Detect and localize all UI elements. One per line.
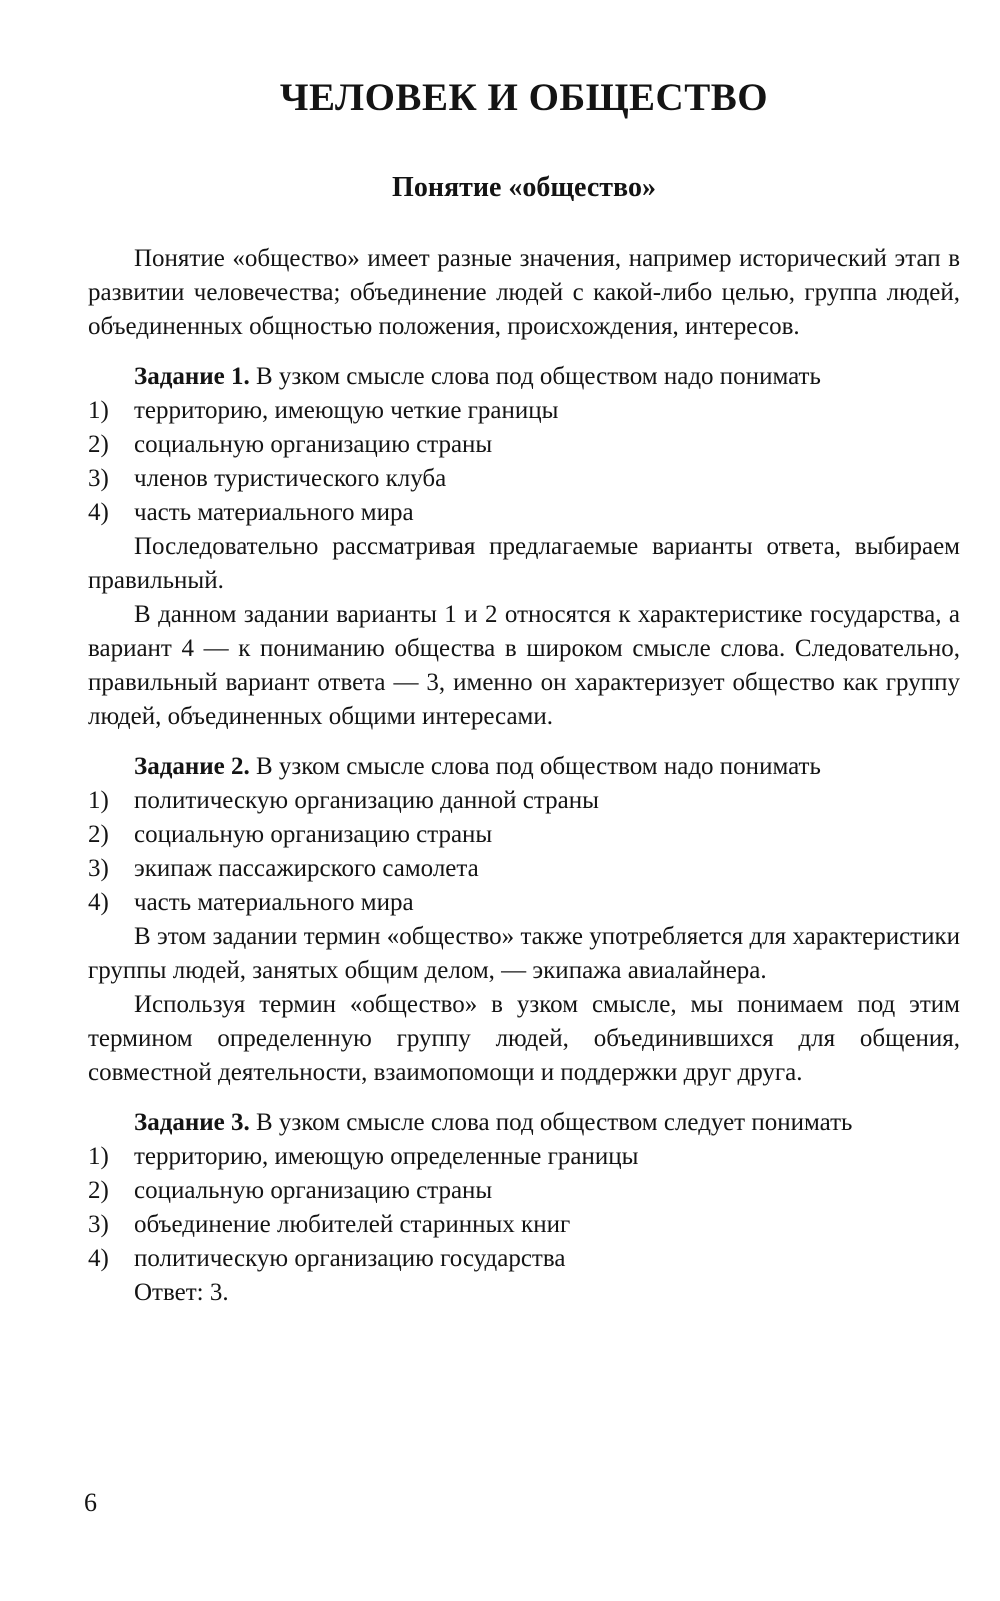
option-number: 1) xyxy=(88,787,109,814)
option-number: 4) xyxy=(88,499,109,526)
task-2-option-2 xyxy=(88,818,960,852)
option-text: объединение любителей старинных книг xyxy=(134,1211,571,1238)
task-2-option-3 xyxy=(88,852,960,886)
option-text: территорию, имеющую определенные границы xyxy=(134,1143,639,1170)
task-3-answer: Ответ: 3. xyxy=(134,1279,229,1306)
task-3-options xyxy=(88,1140,960,1276)
task-1-question-text: В узком смысле слова под обществом надо понимать xyxy=(249,363,821,390)
option-number: 1) xyxy=(88,397,109,424)
task-2-label: Задание 2. xyxy=(134,753,250,780)
task-3-option-4 xyxy=(88,1242,960,1276)
task-2-question-text: В узком смысле слова под обществом надо понимать xyxy=(249,753,821,780)
task-1-explanation-1: Последовательно рассматривая предлагаемые варианты ответа, выбираем правильный. xyxy=(88,533,960,594)
task-1-options xyxy=(88,394,960,530)
option-number: 2) xyxy=(88,431,109,458)
task-1-option-3 xyxy=(88,462,960,496)
task-1-option-2 xyxy=(88,428,960,462)
option-text: политическую организацию данной страны xyxy=(134,787,599,814)
option-number: 3) xyxy=(88,855,109,882)
option-text: членов туристического клуба xyxy=(134,465,447,492)
task-1-question xyxy=(88,360,960,394)
task-1-option-4 xyxy=(88,496,960,530)
task-2-explanation-1: В этом задании термин «общество» также употребляется для характеристики группы людей, занятых общим делом, — экипажа авиалайнера. xyxy=(88,923,960,984)
option-text: социальную организацию страны xyxy=(134,821,493,848)
chapter-title: ЧЕЛОВЕК И ОБЩЕСТВО xyxy=(279,76,769,119)
option-number: 2) xyxy=(88,1177,109,1204)
option-text: социальную организацию страны xyxy=(134,431,493,458)
option-text: территорию, имеющую четкие границы xyxy=(134,397,559,424)
task-1 xyxy=(88,360,960,734)
option-number: 3) xyxy=(88,1211,109,1238)
option-number: 2) xyxy=(88,821,109,848)
task-2-question xyxy=(88,750,960,784)
task-3-question-text: В узком смысле слова под обществом следует понимать xyxy=(249,1109,853,1136)
task-1-explanation-2: В данном задании варианты 1 и 2 относятся к характеристике государства, а вариант 4 — к пониманию общества в широком смысле слова. Следовательно, правильный вариант ответа — 3, именно он характеризует общество как группу людей, объединенных общими интересами. xyxy=(88,601,960,730)
page xyxy=(88,0,960,1601)
option-text: социальную организацию страны xyxy=(134,1177,493,1204)
option-text: часть материального мира xyxy=(134,889,414,916)
task-2-option-4 xyxy=(88,886,960,920)
task-1-label: Задание 1. xyxy=(134,363,250,390)
task-3-option-3 xyxy=(88,1208,960,1242)
task-3-option-2 xyxy=(88,1174,960,1208)
option-number: 4) xyxy=(88,889,109,916)
task-2-options xyxy=(88,784,960,920)
section-title: Понятие «общество» xyxy=(392,172,656,203)
task-2-explanation-2: Используя термин «общество» в узком смысле, мы понимаем под этим термином определенную группу людей, объединившихся для общения, совместной деятельности, взаимопомощи и поддержки друг друга. xyxy=(88,991,960,1086)
page-number: 6 xyxy=(84,1488,97,1517)
option-text: экипаж пассажирского самолета xyxy=(134,855,479,882)
option-text: часть материального мира xyxy=(134,499,414,526)
task-3-label: Задание 3. xyxy=(134,1109,250,1136)
task-2-option-1 xyxy=(88,784,960,818)
task-2 xyxy=(88,750,960,1090)
task-3 xyxy=(88,1106,960,1310)
intro-paragraph: Понятие «общество» имеет разные значения, например исторический этап в развитии человечества; объединение людей с какой-либо целью, группа людей, объединенных общностью положения, происхождения, интересов. xyxy=(88,245,960,340)
option-number: 4) xyxy=(88,1245,109,1272)
task-1-option-1 xyxy=(88,394,960,428)
option-number: 3) xyxy=(88,465,109,492)
option-text: политическую организацию государства xyxy=(134,1245,566,1272)
task-3-question xyxy=(88,1106,960,1140)
task-3-option-1 xyxy=(88,1140,960,1174)
option-number: 1) xyxy=(88,1143,109,1170)
